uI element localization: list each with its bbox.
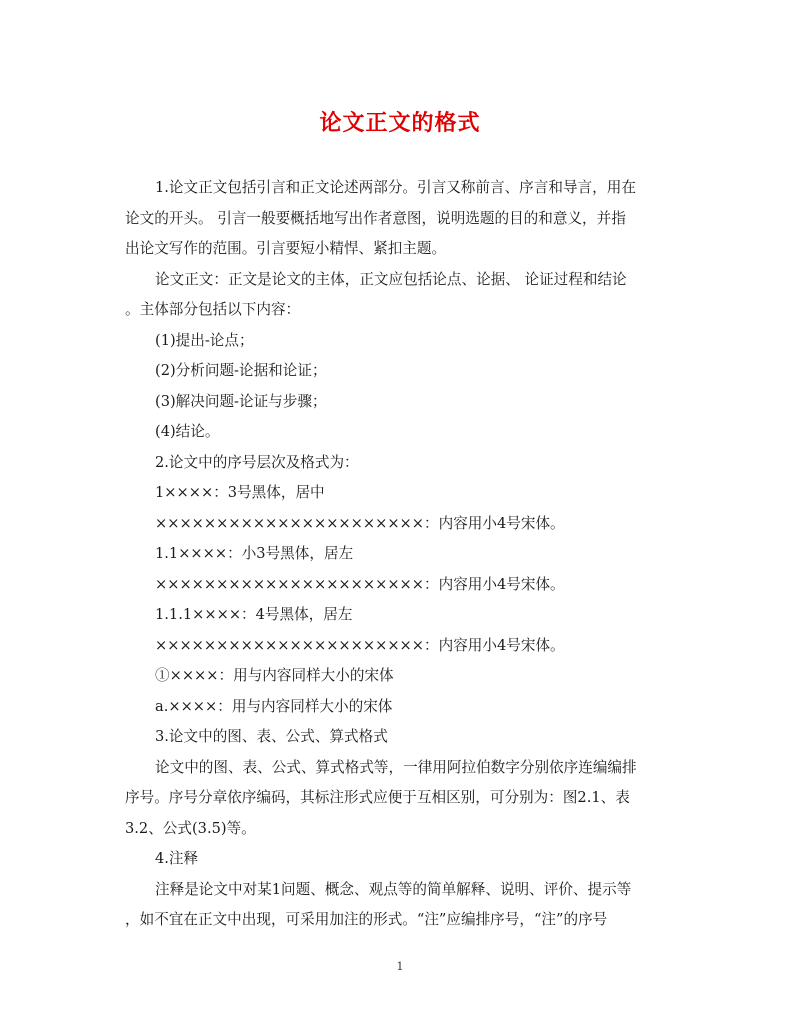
- paragraph-line: 出论文写作的范围。引言要短小精悍、紧扣主题。: [125, 240, 447, 257]
- paragraph-line: 。主体部分包括以下内容：: [125, 301, 301, 318]
- document-title: 论文正文的格式: [319, 110, 481, 136]
- format-line: a.××××：用与内容同样大小的宋体: [155, 697, 393, 715]
- format-line: ××××××××××××××××××××××：内容用小4号宋体。: [155, 514, 565, 532]
- list-item: (3)解决问题-论证与步骤；: [155, 392, 327, 410]
- section-heading: 4.注释: [155, 850, 199, 867]
- paragraph-line: 序号。序号分章依序编码，其标注形式应便于互相区别，可分别为：图2.1、表: [125, 789, 630, 806]
- document-body: [125, 173, 673, 936]
- format-line: 1××××：3号黑体，居中: [155, 484, 325, 501]
- paragraph-line: ，如不宜在正文中出现，可采用加注的形式。“注”应编排序号，“注”的序号: [125, 911, 608, 928]
- list-item: (2)分析问题-论据和论证；: [155, 362, 327, 379]
- paragraph-line: 论文中的图、表、公式、算式格式等，一律用阿拉伯数字分别依序连编编排: [155, 758, 637, 776]
- section-heading: 3.论文中的图、表、公式、算式格式: [155, 728, 388, 745]
- format-line: 1.1.1××××：4号黑体，居左: [155, 606, 353, 623]
- format-line: 1.1××××：小3号黑体，居左: [155, 545, 354, 562]
- paragraph-line: 1.论文正文包括引言和正文论述两部分。引言又称前言、序言和导言，用在: [155, 179, 636, 196]
- paragraph-line: 3.2、公式(3.5)等。: [125, 819, 256, 837]
- format-line: ××××××××××××××××××××××：内容用小4号宋体。: [155, 575, 565, 593]
- paragraph-line: 注释是论文中对某1问题、概念、观点等的简单解释、说明、评价、提示等: [155, 880, 632, 898]
- list-item: (1)提出-论点；: [155, 331, 254, 349]
- page-number: 1: [396, 960, 404, 973]
- format-line: ①××××：用与内容同样大小的宋体: [155, 667, 394, 684]
- format-line: ××××××××××××××××××××××：内容用小4号宋体。: [155, 636, 565, 654]
- paragraph-line: 论文的开头。 引言一般要概括地写出作者意图，说明选题的目的和意义，并指: [125, 209, 626, 227]
- list-item: (4)结论。: [155, 423, 220, 440]
- section-heading: 2.论文中的序号层次及格式为：: [155, 453, 359, 471]
- paragraph-line: 论文正文：正文是论文的主体，正文应包括论点、论据、 论证过程和结论: [155, 270, 627, 288]
